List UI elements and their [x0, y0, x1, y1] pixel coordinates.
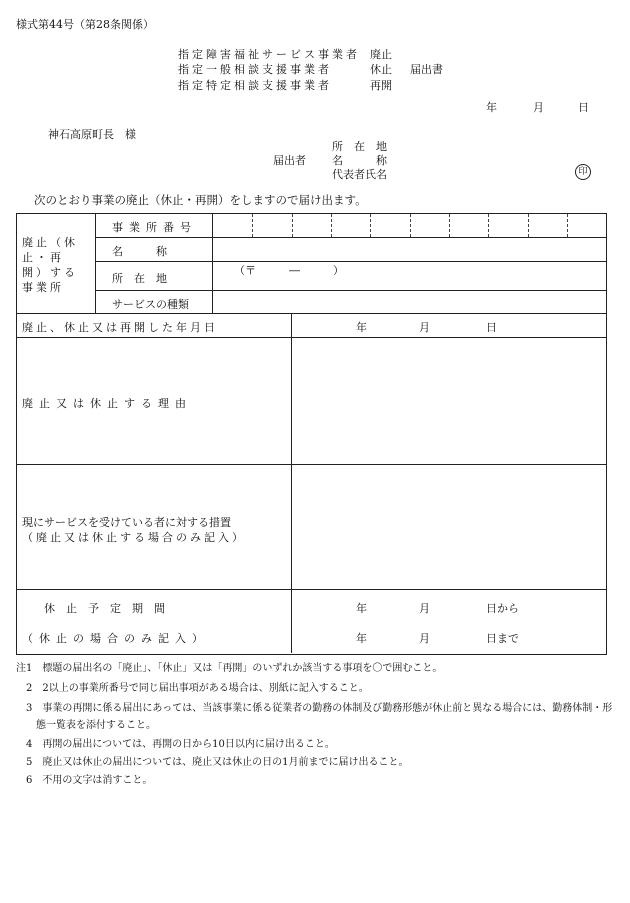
reason-label: 廃止又は休止する理由 — [22, 397, 192, 410]
period-from-day: 日から — [486, 602, 519, 615]
title-line-1: 指定障害福祉サービス事業者 — [178, 48, 360, 61]
date-row-month: 月 — [419, 321, 430, 334]
postal-code-field[interactable]: （〒 ― ） — [234, 264, 344, 277]
form-number: 様式第44号（第28条関係） — [16, 18, 154, 31]
note-6: 6 不用の文字は消すこと。 — [16, 775, 153, 786]
title-line-3: 指定特定相談支援事業者 — [178, 79, 332, 92]
addressee: 神石高原町長 様 — [48, 128, 136, 141]
notifier-representative-label: 代表者氏名 — [332, 168, 387, 181]
period-label-line-1: 休 止 予 定 期 間 — [44, 602, 165, 615]
title-type-suspend: 休止 — [370, 63, 392, 76]
section-label-line-3: 開）する — [22, 266, 78, 279]
note-3: 3 事業の再開に係る届出にあっては、当該事業に係る従業者の勤務の体制及び勤務形態が休止前と異なる場合には、勤務体制・形 — [16, 703, 613, 714]
date-row-year: 年 — [356, 321, 367, 334]
title-type-abolish: 廃止 — [370, 48, 392, 61]
office-location-label: 所 在 地 — [112, 272, 167, 285]
notifier-label: 届出者 — [273, 154, 306, 167]
measures-label-line-2: （廃止又は休止する場合のみ記入） — [22, 531, 246, 544]
date-day: 日 — [578, 101, 589, 114]
office-number-label: 事業所番号 — [112, 221, 197, 234]
note-3-cont: 態一覧表を添付すること。 — [16, 720, 156, 731]
measures-label-line-1: 現にサービスを受けている者に対する措置 — [22, 516, 231, 529]
period-from-year: 年 — [356, 602, 367, 615]
service-type-label: サービスの種類 — [112, 298, 189, 311]
date-month: 月 — [533, 101, 544, 114]
title-suffix: 届出書 — [410, 63, 443, 76]
note-1: 注1 標題の届出名の「廃止」、「休止」又は「再開」のいずれか該当する事項を〇で囲むこと。 — [16, 663, 443, 674]
notifier-name-label: 名 称 — [332, 154, 387, 167]
date-row-day: 日 — [486, 321, 497, 334]
period-label-line-2: （休止の場合のみ記入） — [22, 632, 209, 645]
title-line-2: 指定一般相談支援事業者 — [178, 63, 332, 76]
section-label-line-4: 事業所 — [22, 281, 64, 294]
title-type-resume: 再開 — [370, 79, 392, 92]
date-row-label: 廃止、休止又は再開した年月日 — [22, 321, 218, 334]
period-from-month: 月 — [419, 602, 430, 615]
note-2: 2 2以上の事業所番号で同じ届出事項がある場合は、別紙に記入すること。 — [16, 683, 369, 694]
period-to-day: 日まで — [486, 632, 519, 645]
seal-mark: 印 — [575, 164, 591, 180]
period-to-year: 年 — [356, 632, 367, 645]
intro-text: 次のとおり事業の廃止（休止・再開）をしますので届け出ます。 — [34, 193, 367, 207]
period-to-month: 月 — [419, 632, 430, 645]
note-4: 4 再開の届出については、再開の日から10日以内に届け出ること。 — [16, 739, 335, 750]
office-name-label: 名 称 — [112, 245, 167, 258]
date-year: 年 — [486, 101, 497, 114]
section-label-line-2: 止・再 — [22, 251, 64, 264]
notifier-address-label: 所 在 地 — [332, 140, 387, 153]
note-5: 5 廃止又は休止の届出については、廃止又は休止の日の1月前までに届け出ること。 — [16, 757, 409, 768]
section-label-line-1: 廃止（休 — [22, 236, 78, 249]
